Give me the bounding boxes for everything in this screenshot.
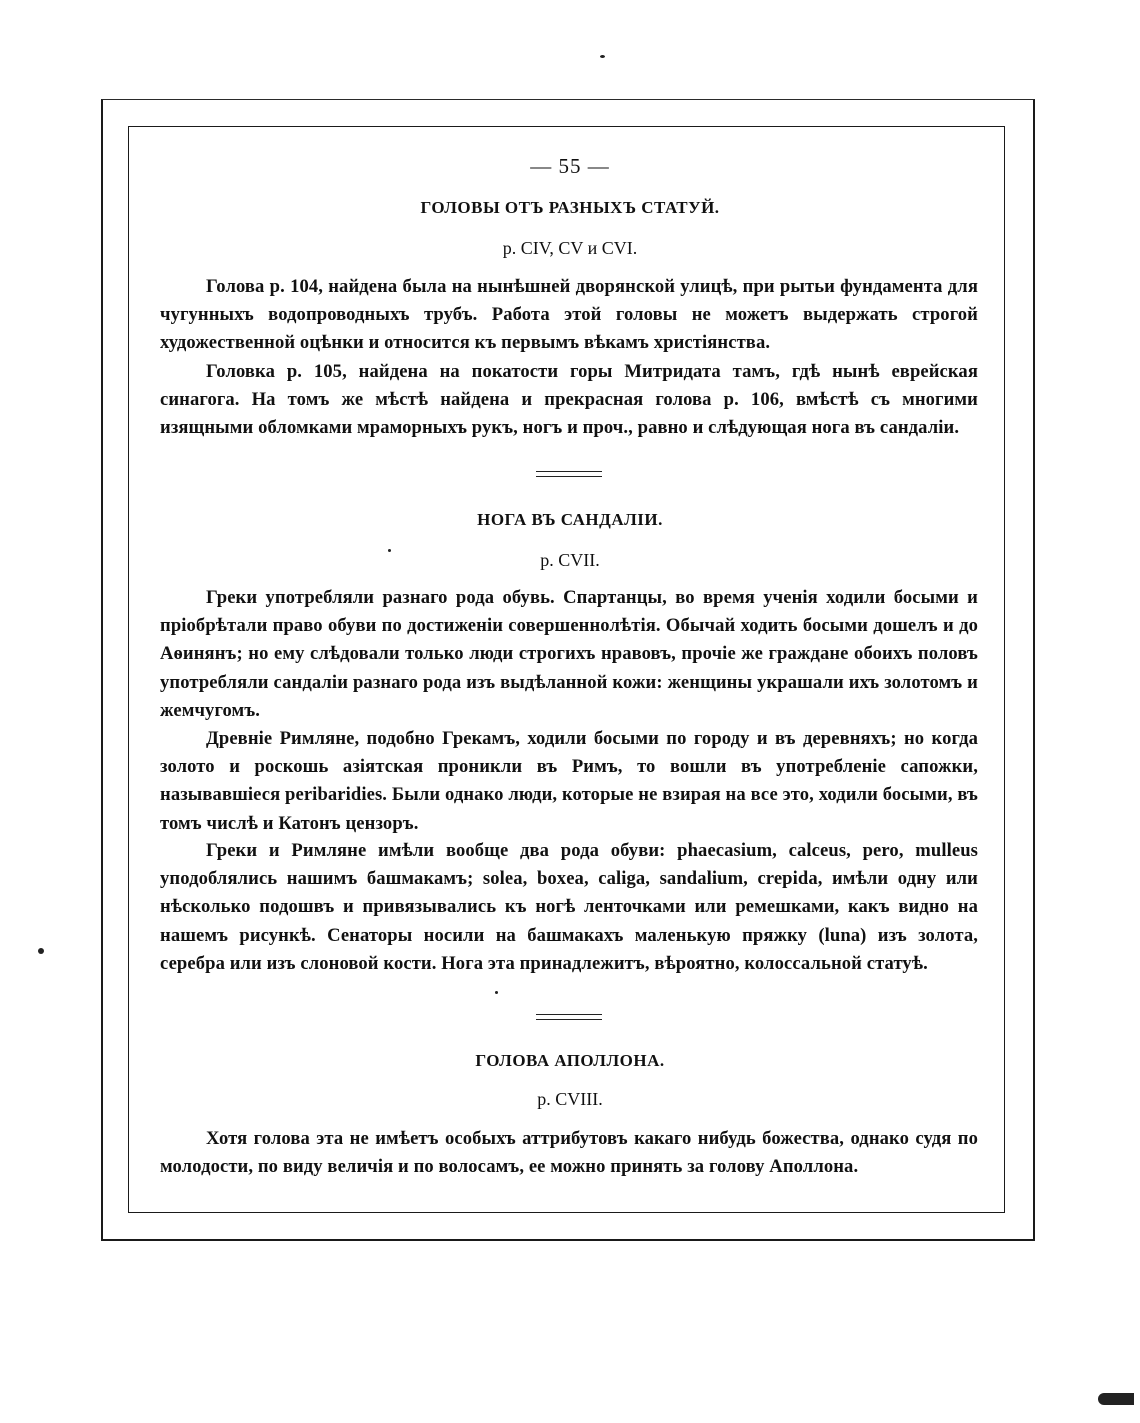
section-heading-sandal: НОГА ВЪ САНДАЛІИ. bbox=[477, 510, 663, 529]
paragraph-apollo-1: Хотя голова эта не имѣетъ особыхъ аттрибутовъ какаго нибудь божества, однако судя по молодости, по виду величія и по волосамъ, ее можно принять за голову Аполлона. bbox=[160, 1128, 978, 1178]
paragraph-sandal-1: Греки употребляли разнаго рода обувь. Спартанцы, во время ученія ходили босыми и пріобрѣтали право обуви по достиженіи совершеннолѣтія. Обычай ходить босыми дошелъ и до Аѳинянъ; но ему слѣдовали только люди строгихъ нравовъ, прочіе же граждане обоихъ половъ употребляли сандаліи разнаго рода изъ выдѣланной кожи: женщины украшали ихъ золотомъ и жемчугомъ. bbox=[160, 587, 978, 721]
section-heading-heads: ГОЛОВЫ ОТЪ РАЗНЫХЪ СТАТУЙ. bbox=[420, 198, 720, 217]
section-divider bbox=[536, 1014, 602, 1020]
print-speck bbox=[388, 549, 391, 552]
section-divider bbox=[536, 471, 602, 477]
paragraph-heads-2: Головка р. 105, найдена на покатости горы Митридата тамъ, гдѣ нынѣ еврейская синагога. На томъ же мѣстѣ найдена и прекрасная голова р. 106, вмѣстѣ съ многими изящными обломками мраморныхъ рукъ, ногъ и проч., равно и слѣдующая нога въ сандаліи. bbox=[160, 361, 978, 439]
section-heading-apollo: ГОЛОВА АПОЛЛОНА. bbox=[475, 1051, 665, 1070]
print-speck bbox=[600, 55, 605, 58]
page-number: — 55 — bbox=[530, 154, 610, 178]
print-speck bbox=[38, 948, 44, 954]
section-plates-apollo: р. CVIII. bbox=[537, 1089, 603, 1109]
print-speck bbox=[495, 991, 498, 994]
print-speck bbox=[1098, 1393, 1134, 1405]
section-plates-heads: р. CIV, CV и CVI. bbox=[502, 238, 638, 258]
paragraph-sandal-2: Древніе Римляне, подобно Грекамъ, ходили босыми по городу и въ деревняхъ; но когда золото и роскошь азіятская проникли въ Римъ, то вошли въ употребленіе сапожки, называвшіеся peribaridies. Были однако люди, которые не взирая на все это, ходили босыми, въ томъ числѣ и Катонъ цензоръ. bbox=[160, 728, 978, 834]
paragraph-heads-1: Голова р. 104, найдена была на нынѣшней дворянской улицѣ, при рытьи фундамента для чугунныхъ водопроводныхъ трубъ. Работа этой головы не можетъ выдержать строгой художественной оцѣнки и относится къ первымъ вѣкамъ христіянства. bbox=[160, 276, 978, 354]
section-plates-sandal: р. CVII. bbox=[540, 550, 600, 570]
paragraph-sandal-3: Греки и Римляне имѣли вообще два рода обуви: phaecasium, calceus, pero, mulleus уподоблялись нашимъ башмакамъ; solea, boxea, caliga, sandalium, crepida, имѣли одну или нѣсколько подошвъ и привязывались къ ногѣ ленточками или ремешками, какъ видно на нашемъ рисункѣ. Сенаторы носили на башмакахъ маленькую пряжку (luna) изъ золота, серебра или изъ слоновой кости. Нога эта принадлежитъ, вѣроятно, колоссальной статуѣ. bbox=[160, 840, 978, 974]
